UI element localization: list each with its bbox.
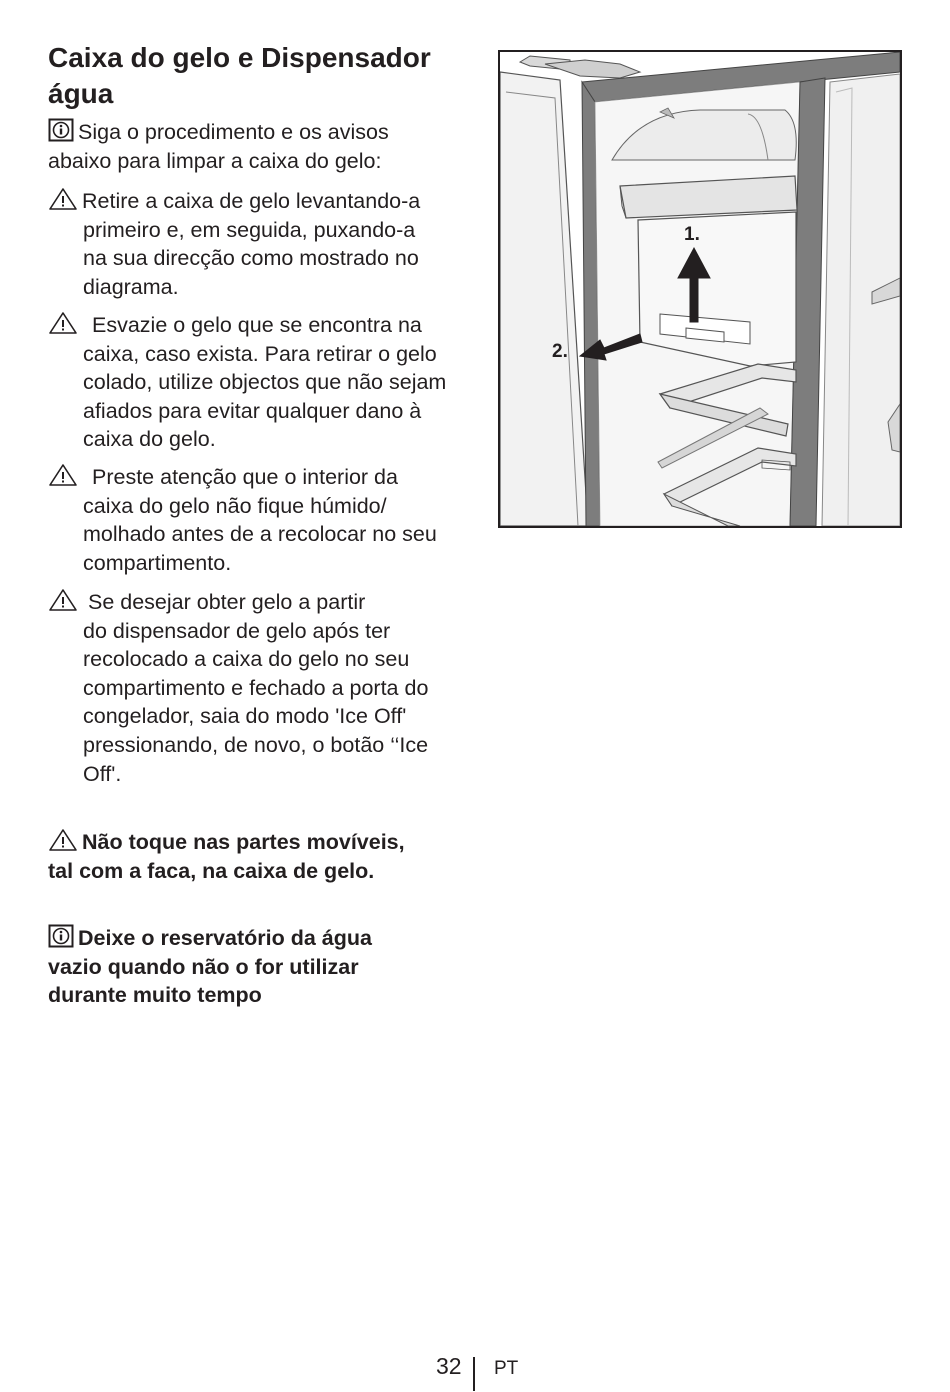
warning-4-line-7: Off'. xyxy=(83,761,122,786)
step-label-2: 2. xyxy=(552,341,568,362)
warning-2-line-1: Esvazie o gelo que se encontra na xyxy=(92,313,422,337)
bold-warning-line-1: Não toque nas partes movíveis, xyxy=(82,830,405,854)
warning-icon xyxy=(48,828,78,852)
bold-warning-line-2: tal com a faca, na caixa de gelo. xyxy=(48,858,375,883)
warning-1-line-3: na sua direcção como mostrado no xyxy=(83,246,419,271)
warning-1-line-4: diagrama. xyxy=(83,274,179,299)
warning-4-line-6: pressionando, de novo, o botão ‘‘Ice xyxy=(83,732,429,757)
warning-4-line-2: do dispensador de gelo após ter xyxy=(83,618,391,643)
intro-paragraph xyxy=(48,118,458,175)
warning-icon xyxy=(48,311,78,335)
bold-info-line-2: vazio quando não o for utilizar xyxy=(48,954,359,979)
warning-4-line-5: congelador, saia do modo 'Ice Off' xyxy=(83,704,407,729)
warning-3-line-3: molhado antes de a recolocar no seu xyxy=(83,522,437,547)
warning-item-1 xyxy=(48,187,458,301)
warning-3-line-4: compartimento. xyxy=(83,550,232,575)
page-title: Caixa do gelo e Dispensador água xyxy=(48,42,431,109)
intro-line-1: Siga o procedimento e os avisos xyxy=(78,120,389,144)
ice-box-removal-figure xyxy=(498,50,902,528)
warning-1-line-2: primeiro e, em seguida, puxando-a xyxy=(83,217,416,242)
warning-3-line-2: caixa do gelo não fique húmido/ xyxy=(83,493,387,518)
warning-3-line-1: Preste atenção que o interior da xyxy=(92,465,398,489)
info-icon xyxy=(48,118,74,142)
warning-2-line-4: afiados para evitar qualquer dano à xyxy=(83,398,422,423)
freezer-illustration xyxy=(500,52,900,526)
language-code: PT xyxy=(494,1358,519,1379)
warning-4-line-3: recolocado a caixa do gelo no seu xyxy=(83,647,410,672)
bold-info-line-1: Deixe o reservatório da água xyxy=(78,926,372,950)
warning-2-line-2: caixa, caso exista. Para retirar o gelo xyxy=(83,341,437,366)
warning-item-2 xyxy=(48,311,458,454)
page-number: 32 xyxy=(436,1353,462,1379)
warning-icon xyxy=(48,588,78,612)
warning-item-3 xyxy=(48,463,458,577)
footer-divider xyxy=(473,1357,475,1391)
warning-item-4 xyxy=(48,588,458,788)
bold-info xyxy=(48,924,458,1010)
warning-icon xyxy=(48,463,78,487)
info-icon xyxy=(48,924,74,948)
bold-warning xyxy=(48,828,458,885)
intro-line-2: abaixo para limpar a caixa do gelo: xyxy=(48,148,382,173)
warning-icon xyxy=(48,187,78,211)
warning-4-line-1: Se desejar obter gelo a partir xyxy=(88,590,366,614)
warning-4-line-4: compartimento e fechado a porta do xyxy=(83,675,429,700)
bold-info-line-3: durante muito tempo xyxy=(48,983,262,1008)
warning-2-line-3: colado, utilize objectos que não sejam xyxy=(83,370,447,395)
step-label-1: 1. xyxy=(684,224,700,245)
warning-1-line-1: Retire a caixa de gelo levantando-a xyxy=(82,189,421,213)
warning-2-line-5: caixa do gelo. xyxy=(83,427,216,452)
